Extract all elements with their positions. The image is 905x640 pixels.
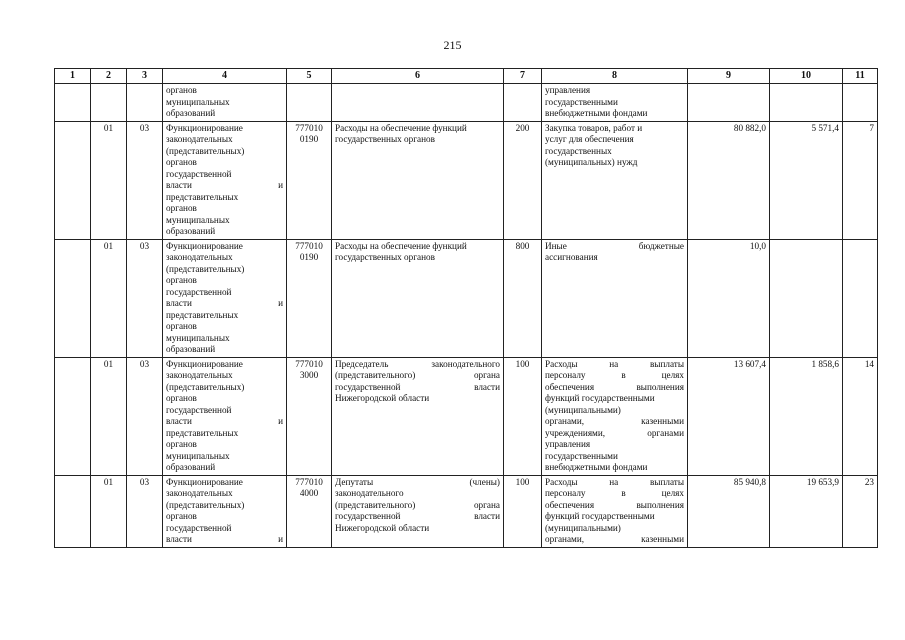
header-col-7: 7 [504, 69, 542, 84]
cell-text-line: образований [166, 462, 216, 472]
cell-col6 [332, 357, 504, 475]
cell-text-line: учреждениями, органами [545, 427, 684, 438]
cell-col4 [163, 84, 287, 122]
cell-text-line: 4000 [299, 488, 319, 498]
cell-text-line: государственной [166, 404, 232, 415]
cell-col5 [287, 121, 332, 239]
cell-text-line: представительных [166, 309, 239, 320]
header-col-3: 3 [127, 69, 163, 84]
cell-text-line: законодательных [166, 252, 233, 262]
header-col-2: 2 [91, 69, 127, 84]
cell-text-line: образований [166, 108, 216, 118]
cell-col5 [287, 357, 332, 475]
cell-text-line: государственными [545, 96, 618, 107]
cell-text-line: (муниципальными) [545, 522, 621, 533]
cell-text-line: государственными [545, 450, 618, 461]
cell-text-line: Иные бюджетные [545, 240, 684, 251]
cell-text-line: обеспечения выполнения [545, 499, 684, 510]
cell-col11: 7 [843, 121, 878, 239]
cell-text-line: законодательного [335, 488, 404, 498]
cell-text-line: образований [166, 344, 216, 354]
cell-col1 [55, 357, 91, 475]
cell-col3: 03 [127, 121, 163, 239]
cell-text-line: 777010 [295, 358, 323, 369]
cell-col4 [163, 121, 287, 239]
cell-col1 [55, 239, 91, 357]
header-col-10: 10 [770, 69, 843, 84]
cell-text-line: власти и [166, 416, 283, 426]
cell-col11 [843, 239, 878, 357]
cell-col8 [542, 84, 688, 122]
cell-text-line: Расходы на обеспечение функций [335, 122, 467, 133]
cell-col6 [332, 239, 504, 357]
cell-text-line: (представительного) органа [335, 370, 500, 380]
cell-text-line: услуг для обеспечения [545, 134, 634, 144]
cell-col10: 19 653,9 [770, 475, 843, 547]
table-row [55, 84, 878, 122]
cell-text-line: 777010 [295, 122, 323, 133]
cell-text-line: функций государственными [545, 511, 655, 521]
header-col-9: 9 [688, 69, 770, 84]
cell-text-line: законодательных [166, 370, 233, 380]
cell-text-line: государственных органов [335, 134, 435, 144]
cell-col8 [542, 475, 688, 547]
cell-text-line: (представительных) [166, 145, 245, 156]
cell-text-line: Функционирование [166, 122, 243, 133]
cell-text-line: 777010 [295, 476, 323, 487]
cell-col11: 23 [843, 475, 878, 547]
header-col-6: 6 [332, 69, 504, 84]
cell-text-line: обеспечения выполнения [545, 381, 684, 392]
cell-text-line: законодательных [166, 134, 233, 144]
cell-text-line: (муниципальных) нужд [545, 157, 638, 167]
cell-col10 [770, 239, 843, 357]
cell-text-line: государственной власти [335, 381, 500, 392]
cell-text-line: власти и [166, 180, 283, 190]
cell-text-line: (муниципальными) [545, 404, 621, 415]
cell-text-line: представительных [166, 427, 239, 438]
cell-col10: 5 571,4 [770, 121, 843, 239]
cell-col7: 200 [504, 121, 542, 239]
cell-text-line: Функционирование [166, 476, 243, 487]
header-col-8: 8 [542, 69, 688, 84]
cell-col7 [504, 84, 542, 122]
budget-table [54, 68, 878, 548]
cell-col6 [332, 84, 504, 122]
table-row [55, 475, 878, 547]
cell-col9: 85 940,8 [688, 475, 770, 547]
table-row [55, 357, 878, 475]
cell-text-line: государственной [166, 522, 232, 533]
cell-col10 [770, 84, 843, 122]
cell-text-line: ассигнования [545, 252, 598, 262]
cell-col2: 01 [91, 121, 127, 239]
cell-col7: 800 [504, 239, 542, 357]
cell-text-line: Закупка товаров, работ и [545, 122, 643, 133]
cell-col6 [332, 475, 504, 547]
cell-col9: 10,0 [688, 239, 770, 357]
cell-text-line: государственной [166, 168, 232, 179]
cell-text-line: Функционирование [166, 240, 243, 251]
cell-col5 [287, 239, 332, 357]
cell-text-line: власти и [166, 534, 283, 544]
cell-text-line: органами, казенными [545, 534, 684, 544]
cell-text-line: органов [166, 321, 197, 331]
cell-text-line: Нижегородской области [335, 393, 430, 403]
cell-text-line: Расходы на выплаты [545, 476, 684, 487]
cell-text-line: управления [545, 439, 591, 449]
cell-col4 [163, 357, 287, 475]
cell-text-line: (представительного) органа [335, 499, 500, 510]
cell-text-line: Председатель законодательного [335, 358, 500, 369]
cell-text-line: Функционирование [166, 358, 243, 369]
cell-text-line: (представительных) [166, 499, 245, 510]
cell-text-line: Нижегородской области [335, 522, 430, 533]
cell-col7: 100 [504, 357, 542, 475]
cell-text-line: законодательных [166, 488, 233, 498]
cell-col7: 100 [504, 475, 542, 547]
cell-col11: 14 [843, 357, 878, 475]
cell-text-line: персоналу в целях [545, 488, 684, 498]
cell-text-line: 777010 [295, 240, 323, 251]
cell-text-line: Расходы на обеспечение функций [335, 240, 467, 251]
cell-text-line: (представительных) [166, 263, 245, 274]
cell-text-line: муниципальных [166, 214, 230, 225]
cell-col9: 13 607,4 [688, 357, 770, 475]
cell-text-line: органов [166, 203, 197, 213]
cell-col8 [542, 239, 688, 357]
cell-text-line: персоналу в целях [545, 370, 684, 380]
header-col-1: 1 [55, 69, 91, 84]
cell-text-line: муниципальных [166, 450, 230, 461]
table-row [55, 239, 878, 357]
cell-col2: 01 [91, 239, 127, 357]
cell-col8 [542, 121, 688, 239]
cell-text-line: органов [166, 439, 197, 449]
cell-text-line: органов [166, 275, 197, 285]
cell-col9: 80 882,0 [688, 121, 770, 239]
cell-text-line: органами, казенными [545, 416, 684, 426]
cell-col2: 01 [91, 475, 127, 547]
cell-text-line: муниципальных [166, 332, 230, 343]
header-col-5: 5 [287, 69, 332, 84]
cell-text-line: органов [166, 511, 197, 521]
cell-text-line: 0190 [299, 134, 319, 144]
cell-col9 [688, 84, 770, 122]
cell-text-line: образований [166, 226, 216, 236]
cell-text-line: внебюджетными фондами [545, 108, 648, 118]
cell-col10: 1 858,6 [770, 357, 843, 475]
cell-text-line: власти и [166, 298, 283, 308]
cell-col11 [843, 84, 878, 122]
header-col-11: 11 [843, 69, 878, 84]
cell-text-line: 3000 [299, 370, 319, 380]
cell-text-line: (представительных) [166, 381, 245, 392]
cell-col3: 03 [127, 239, 163, 357]
cell-text-line: Расходы на выплаты [545, 358, 684, 369]
cell-col4 [163, 239, 287, 357]
cell-col3: 03 [127, 357, 163, 475]
cell-col5 [287, 475, 332, 547]
cell-text-line: государственной власти [335, 511, 500, 521]
cell-text-line: государственной [166, 286, 232, 297]
cell-col2: 01 [91, 357, 127, 475]
cell-text-line: 0190 [299, 252, 319, 262]
cell-col3 [127, 84, 163, 122]
header-col-4: 4 [163, 69, 287, 84]
cell-text-line: внебюджетными фондами [545, 462, 648, 472]
cell-col4 [163, 475, 287, 547]
cell-text-line: государственных органов [335, 252, 435, 262]
cell-text-line: государственных [545, 145, 612, 156]
cell-col8 [542, 357, 688, 475]
page-number: 215 [443, 38, 462, 52]
table-row [55, 121, 878, 239]
cell-text-line: управления [545, 85, 591, 95]
cell-text-line: муниципальных [166, 96, 230, 107]
cell-text-line: представительных [166, 191, 239, 202]
cell-col1 [55, 475, 91, 547]
cell-col1 [55, 84, 91, 122]
cell-col1 [55, 121, 91, 239]
cell-col6 [332, 121, 504, 239]
cell-text-line: функций государственными [545, 393, 655, 403]
cell-text-line: органов [166, 85, 197, 95]
header-row [55, 69, 878, 84]
cell-col2 [91, 84, 127, 122]
cell-col5 [287, 84, 332, 122]
cell-col3: 03 [127, 475, 163, 547]
cell-text-line: органов [166, 393, 197, 403]
table-body [55, 84, 878, 548]
cell-text-line: Депутаты (члены) [335, 476, 500, 487]
cell-text-line: органов [166, 157, 197, 167]
